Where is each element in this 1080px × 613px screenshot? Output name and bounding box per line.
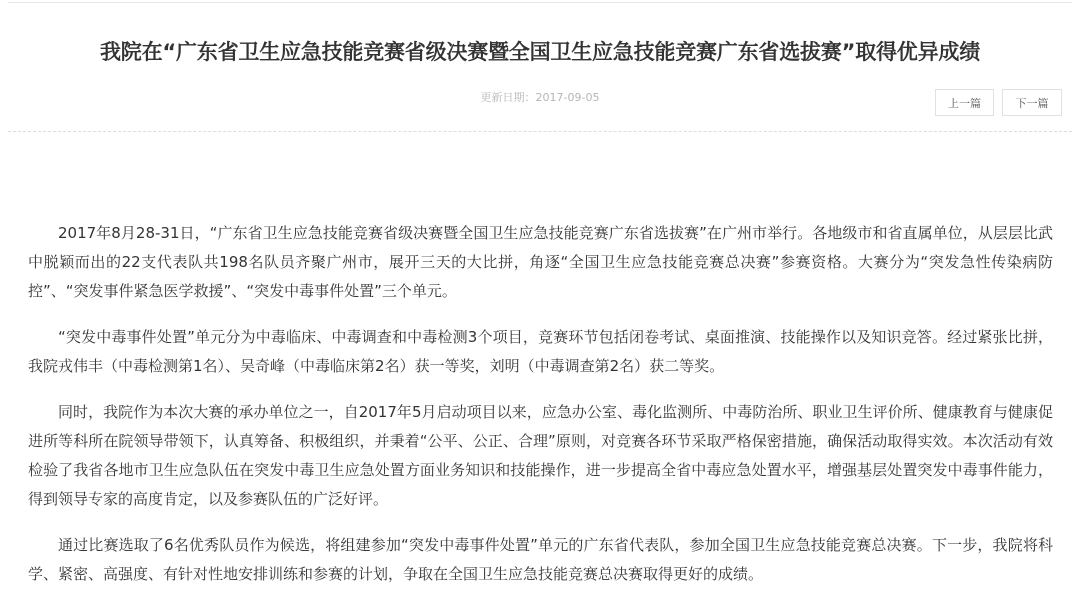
previous-article-button[interactable]: 上一篇 [935,89,994,116]
header-divider [8,131,1072,132]
top-divider [8,2,1072,3]
article-paragraph: “突发中毒事件处置”单元分为中毒临床、中毒调查和中毒检测3个项目，竞赛环节包括闭卷考试、桌面推演、技能操作以及知识竞答。经过紧张比拼，我院戎伟丰（中毒检测第1名）、吴奇峰（中毒临床第2名）获一等奖，刘明（中毒调查第2名）获二等奖。 [28,328,1053,375]
update-date: 更新日期：2017-09-05 [480,91,600,104]
article-paragraph: 通过比赛选取了6名优秀队员作为候选，将组建参加“突发中毒事件处置”单元的广东省代表队，参加全国卫生应急技能竞赛总决赛。下一步，我院将科学、紧密、高强度、有针对性地安排训练和参赛的计划，争取在全国卫生应急技能竞赛总决赛取得更好的成绩。 [28,536,1053,583]
article-paragraph: 2017年8月28-31日，“广东省卫生应急技能竞赛省级决赛暨全国卫生应急技能竞赛广东省选拔赛”在广州市举行。各地级市和省直属单位，从层层比武中脱颖而出的22支代表队共198名队员齐聚广州市，展开三天的大比拼，角逐“全国卫生应急技能竞赛总决赛”参赛资格。大赛分为“突发急性传染病防控”、“突发事件紧急医学救援”、“突发中毒事件处置”三个单元。 [28,224,1053,300]
article-paragraph: 同时，我院作为本次大赛的承办单位之一，自2017年5月启动项目以来，应急办公室、毒化监测所、中毒防治所、职业卫生评价所、健康教育与健康促进所等科所在院领导带领下，认真筹备、积极组织，并秉着“公平、公正、合理”原则，对竞赛各环节采取严格保密措施，确保活动取得实效。本次活动有效检验了我省各地市卫生应急队伍在突发中毒卫生应急处置方面业务知识和技能操作，进一步提高全省中毒应急处置水平，增强基层处置突发中毒事件能力，得到领导专家的高度肯定，以及参赛队伍的广泛好评。 [28,403,1053,508]
article-title: 我院在“广东省卫生应急技能竞赛省级决赛暨全国卫生应急技能竞赛广东省选拔赛”取得优异成绩 [100,40,980,64]
article-body [28,219,1053,606]
next-article-button[interactable]: 下一篇 [1002,89,1062,116]
